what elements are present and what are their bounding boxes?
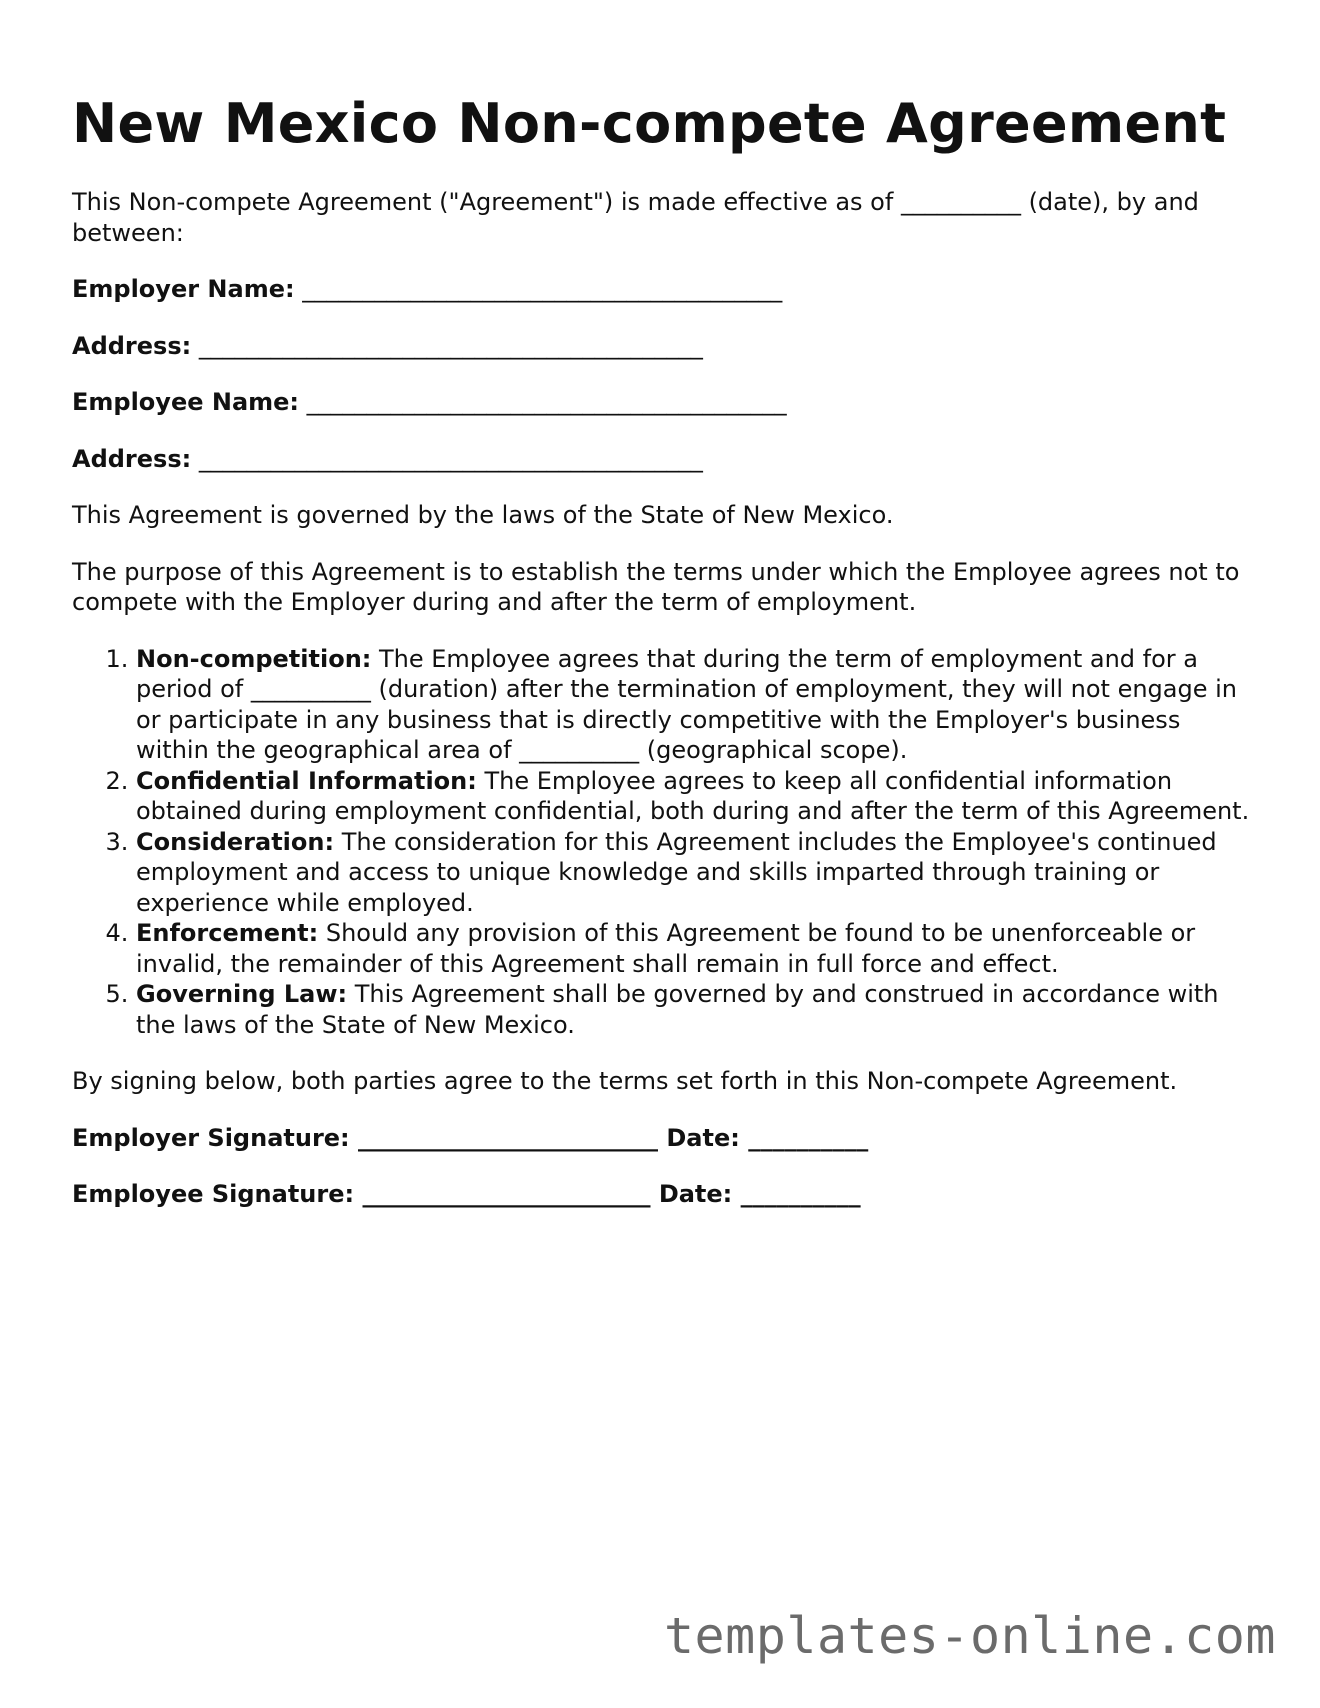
clause-enforcement xyxy=(136,918,1252,979)
clause-non-competition xyxy=(136,644,1252,766)
date-blank: __________ xyxy=(740,1180,861,1208)
clause-text: This Agreement shall be governed by and construed in accordance with the laws of the State of New Mexico. xyxy=(136,980,1219,1039)
field-label: Address: xyxy=(72,444,192,473)
document-title: New Mexico Non-compete Agreement xyxy=(72,92,1227,155)
employer-name-field xyxy=(72,274,1252,305)
clause-governing-law xyxy=(136,979,1252,1040)
date-label: Date: xyxy=(666,1123,740,1152)
employee-name-field xyxy=(72,387,1252,418)
clause-list xyxy=(72,644,1252,1041)
clause-text: The consideration for this Agreement includes the Employee's continued employment and access to unique knowledge and skills imparted through training or experience while employed. xyxy=(136,827,1217,917)
intro-paragraph: This Non-compete Agreement ("Agreement") is made effective as of __________ (date), by and between: xyxy=(72,188,1199,247)
field-label: Employer Name: xyxy=(72,275,295,303)
signature-blank: _________________________ xyxy=(358,1123,659,1152)
signing-statement: By signing below, both parties agree to the terms set forth in this Non-compete Agreement. xyxy=(72,1067,1178,1095)
blank-line: __________________________________________ xyxy=(198,444,703,473)
field-label: Address: xyxy=(72,331,192,360)
employee-address-field xyxy=(72,444,1252,475)
employer-address-field xyxy=(72,331,1252,362)
watermark: templates-online.com xyxy=(663,1607,1276,1665)
field-label: Employee Name: xyxy=(72,388,300,416)
clause-heading: Enforcement: xyxy=(136,919,319,947)
blank-line: ________________________________________ xyxy=(306,388,787,416)
signature-label: Employer Signature: xyxy=(72,1123,350,1152)
document-page xyxy=(72,0,1252,1210)
signature-blank: ________________________ xyxy=(362,1180,651,1208)
clause-text: The Employee agrees to keep all confidential information obtained during employment confidential, both during and after the term of this Agreement. xyxy=(136,766,1250,825)
clause-heading: Confidential Information: xyxy=(136,766,477,795)
clause-heading: Governing Law: xyxy=(136,980,348,1008)
purpose-paragraph: The purpose of this Agreement is to establish the terms under which the Employee agrees not to compete with the Employer during and after the term of employment. xyxy=(72,557,1240,616)
date-blank: __________ xyxy=(748,1123,869,1152)
clause-consideration xyxy=(136,827,1252,919)
employee-signature-line xyxy=(72,1179,1252,1210)
signature-label: Employee Signature: xyxy=(72,1180,355,1208)
clause-text: The Employee agrees that during the term of employment and for a period of __________ (duration) after the termination of employment, they will not engage in or participate in any business that is directly competitive with the Employer's business within the geographical area of __________ (geographical scope). xyxy=(136,644,1237,764)
employer-signature-line xyxy=(72,1123,1252,1154)
date-label: Date: xyxy=(658,1180,733,1208)
clause-heading: Non-competition: xyxy=(136,644,372,673)
blank-line: __________________________________________ xyxy=(198,331,703,360)
blank-line: ________________________________________ xyxy=(302,275,783,303)
governing-statement: This Agreement is governed by the laws of the State of New Mexico. xyxy=(72,501,894,529)
clause-confidential-information xyxy=(136,766,1252,827)
clause-text: Should any provision of this Agreement be found to be unenforceable or invalid, the remainder of this Agreement shall remain in full force and effect. xyxy=(136,919,1196,978)
clause-heading: Consideration: xyxy=(136,827,335,856)
